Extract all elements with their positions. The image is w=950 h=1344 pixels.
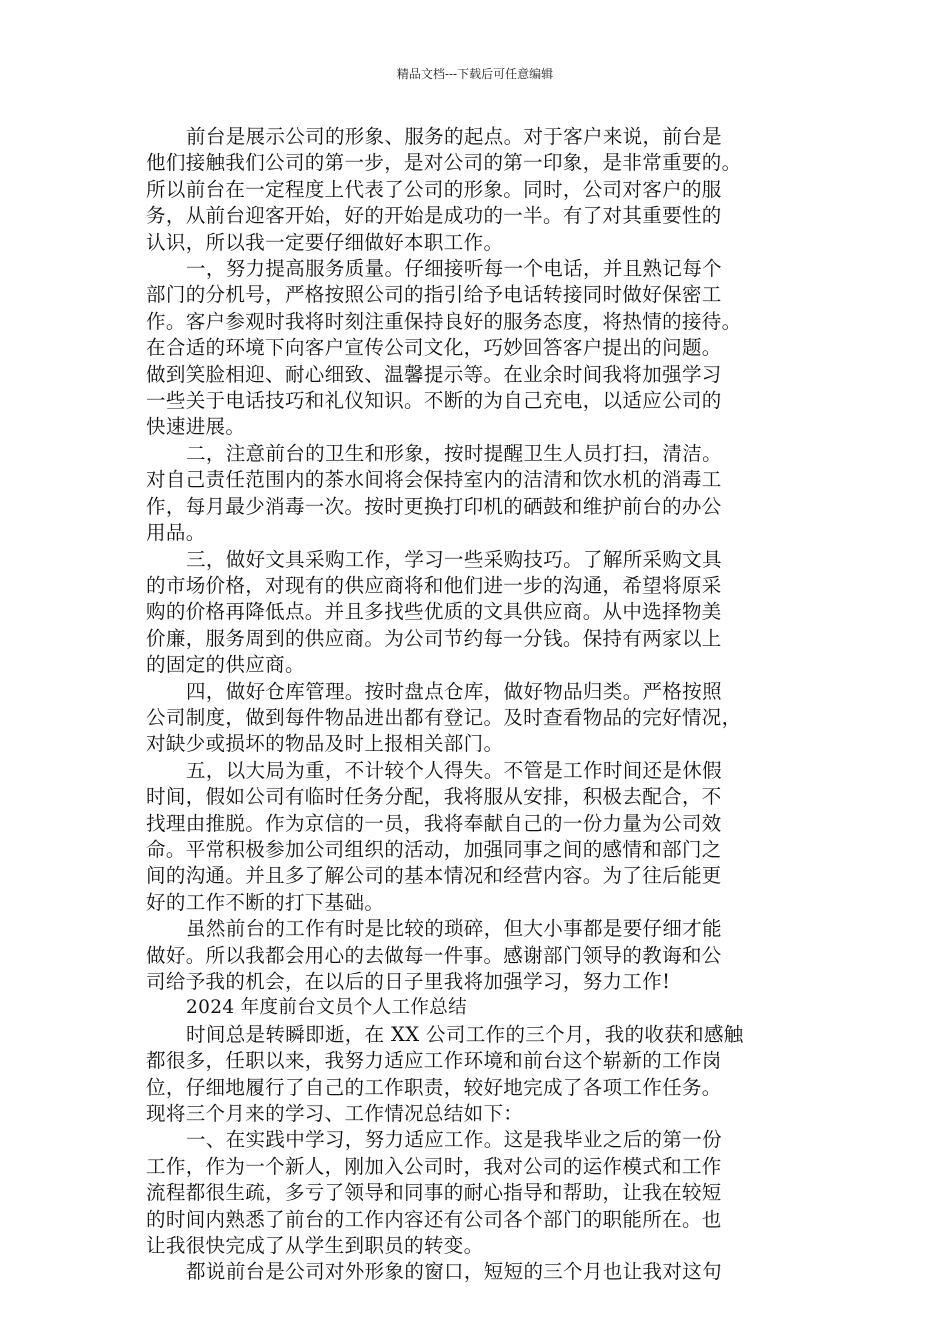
text-line: 用品。 [146, 521, 206, 545]
text-line: 现将三个月来的学习、工作情况总结如下： [146, 1102, 524, 1126]
text-line: 间的沟通。并且多了解公司的基本情况和经营内容。为了往后能更 [146, 864, 722, 888]
text-line: 都说前台是公司对外形象的窗口，短短的三个月也让我对这句 [186, 1260, 722, 1284]
section-title: 2024 年度前台文员个人工作总结 [186, 997, 467, 1019]
text-line: 三，做好文具采购工作，学习一些采购技巧。了解所采购文具 [186, 547, 722, 571]
text-line: 所以前台在一定程度上代表了公司的形象。同时，公司对客户的服 [146, 177, 722, 201]
text-line: 务，从前台迎客开始，好的开始是成功的一半。有了对其重要性的 [146, 204, 722, 228]
text-line: 位，仔细地履行了自己的工作职责，较好地完成了各项工作任务。 [146, 1075, 722, 1099]
text-line: 工作，作为一个新人，刚加入公司时，我对公司的运作模式和工作 [146, 1154, 722, 1178]
text-line: 对缺少或损坏的物品及时上报相关部门。 [146, 732, 504, 756]
text-line: 五，以大局为重，不计较个人得失。不管是工作时间还是休假 [186, 758, 722, 782]
text-line: 都很多，任职以来，我努力适应工作环境和前台这个崭新的工作岗 [146, 1049, 722, 1073]
text-line: 他们接触我们公司的第一步，是对公司的第一印象，是非常重要的。 [146, 151, 742, 175]
text-line: 作，每月最少消毒一次。按时更换打印机的硒鼓和维护前台的办公 [146, 494, 722, 518]
text-line: 一些关于电话技巧和礼仪知识。不断的为自己充电，以适应公司的 [146, 389, 722, 413]
text-line: 找理由推脱。作为京信的一员，我将奉献自己的一份力量为公司效 [146, 811, 722, 835]
text-line: 一，努力提高服务质量。仔细接听每一个电话，并且熟记每个 [186, 257, 722, 281]
text-line: 做到笑脸相迎、耐心细致、温馨提示等。在业余时间我将加强学习 [146, 362, 722, 386]
text-line: 司给予我的机会，在以后的日子里我将加强学习，努力工作! [146, 970, 671, 993]
text-line: 部门的分机号，严格按照公司的指引给予电话转接同时做好保密工 [146, 283, 722, 307]
text-line: 购的价格再降低点。并且多找些优质的文具供应商。从中选择物美 [146, 600, 722, 624]
text-line: 四，做好仓库管理。按时盘点仓库，做好物品归类。严格按照 [186, 679, 722, 703]
text-line: 命。平常积极参加公司组织的活动，加强同事之间的感情和部门之 [146, 837, 722, 861]
text-line: 好的工作不断的打下基础。 [146, 890, 385, 914]
text-line: 虽然前台的工作有时是比较的琐碎，但大小事都是要仔细才能 [186, 917, 722, 941]
text-line: 的时间内熟悉了前台的工作内容还有公司各个部门的职能所在。也 [146, 1207, 722, 1231]
text-line: 一、在实践中学习，努力适应工作。这是我毕业之后的第一份 [186, 1128, 722, 1152]
text-line: 认识，所以我一定要仔细做好本职工作。 [146, 230, 504, 254]
text-line: 时间总是转瞬即逝，在 XX 公司工作的三个月，我的收获和感触 [186, 1022, 744, 1046]
text-line: 价廉，服务周到的供应商。为公司节约每一分钱。保持有两家以上 [146, 626, 722, 650]
text-line: 流程都很生疏，多亏了领导和同事的耐心指导和帮助，让我在较短 [146, 1181, 722, 1205]
text-line: 对自己责任范围内的茶水间将会保持室内的洁清和饮水机的消毒工 [146, 468, 722, 492]
text-line: 作。客户参观时我将时刻注重保持良好的服务态度，将热情的接待。 [146, 309, 742, 333]
text-line: 让我很快完成了从学生到职员的转变。 [146, 1234, 484, 1258]
page-header: 精品文档---下载后可任意编辑 [396, 67, 554, 81]
text-line: 在合适的环境下向客户宣传公司文化，巧妙回答客户提出的问题。 [146, 336, 722, 360]
text-line: 的固定的供应商。 [146, 653, 305, 677]
document-body [146, 124, 822, 1286]
text-line: 前台是展示公司的形象、服务的起点。对于客户来说，前台是 [186, 125, 722, 148]
text-line: 公司制度，做到每件物品进出都有登记。及时查看物品的完好情况， [146, 705, 742, 729]
text-line: 时间，假如公司有临时任务分配，我将服从安排，积极去配合，不 [146, 785, 722, 809]
text-line: 二，注意前台的卫生和形象，按时提醒卫生人员打扫，清洁。 [186, 441, 722, 465]
text-line: 快速进展。 [146, 415, 246, 439]
text-line: 做好。所以我都会用心的去做每一件事。感谢部门领导的教诲和公 [146, 943, 722, 967]
text-line: 的市场价格，对现有的供应商将和他们进一步的沟通，希望将原采 [146, 573, 722, 597]
